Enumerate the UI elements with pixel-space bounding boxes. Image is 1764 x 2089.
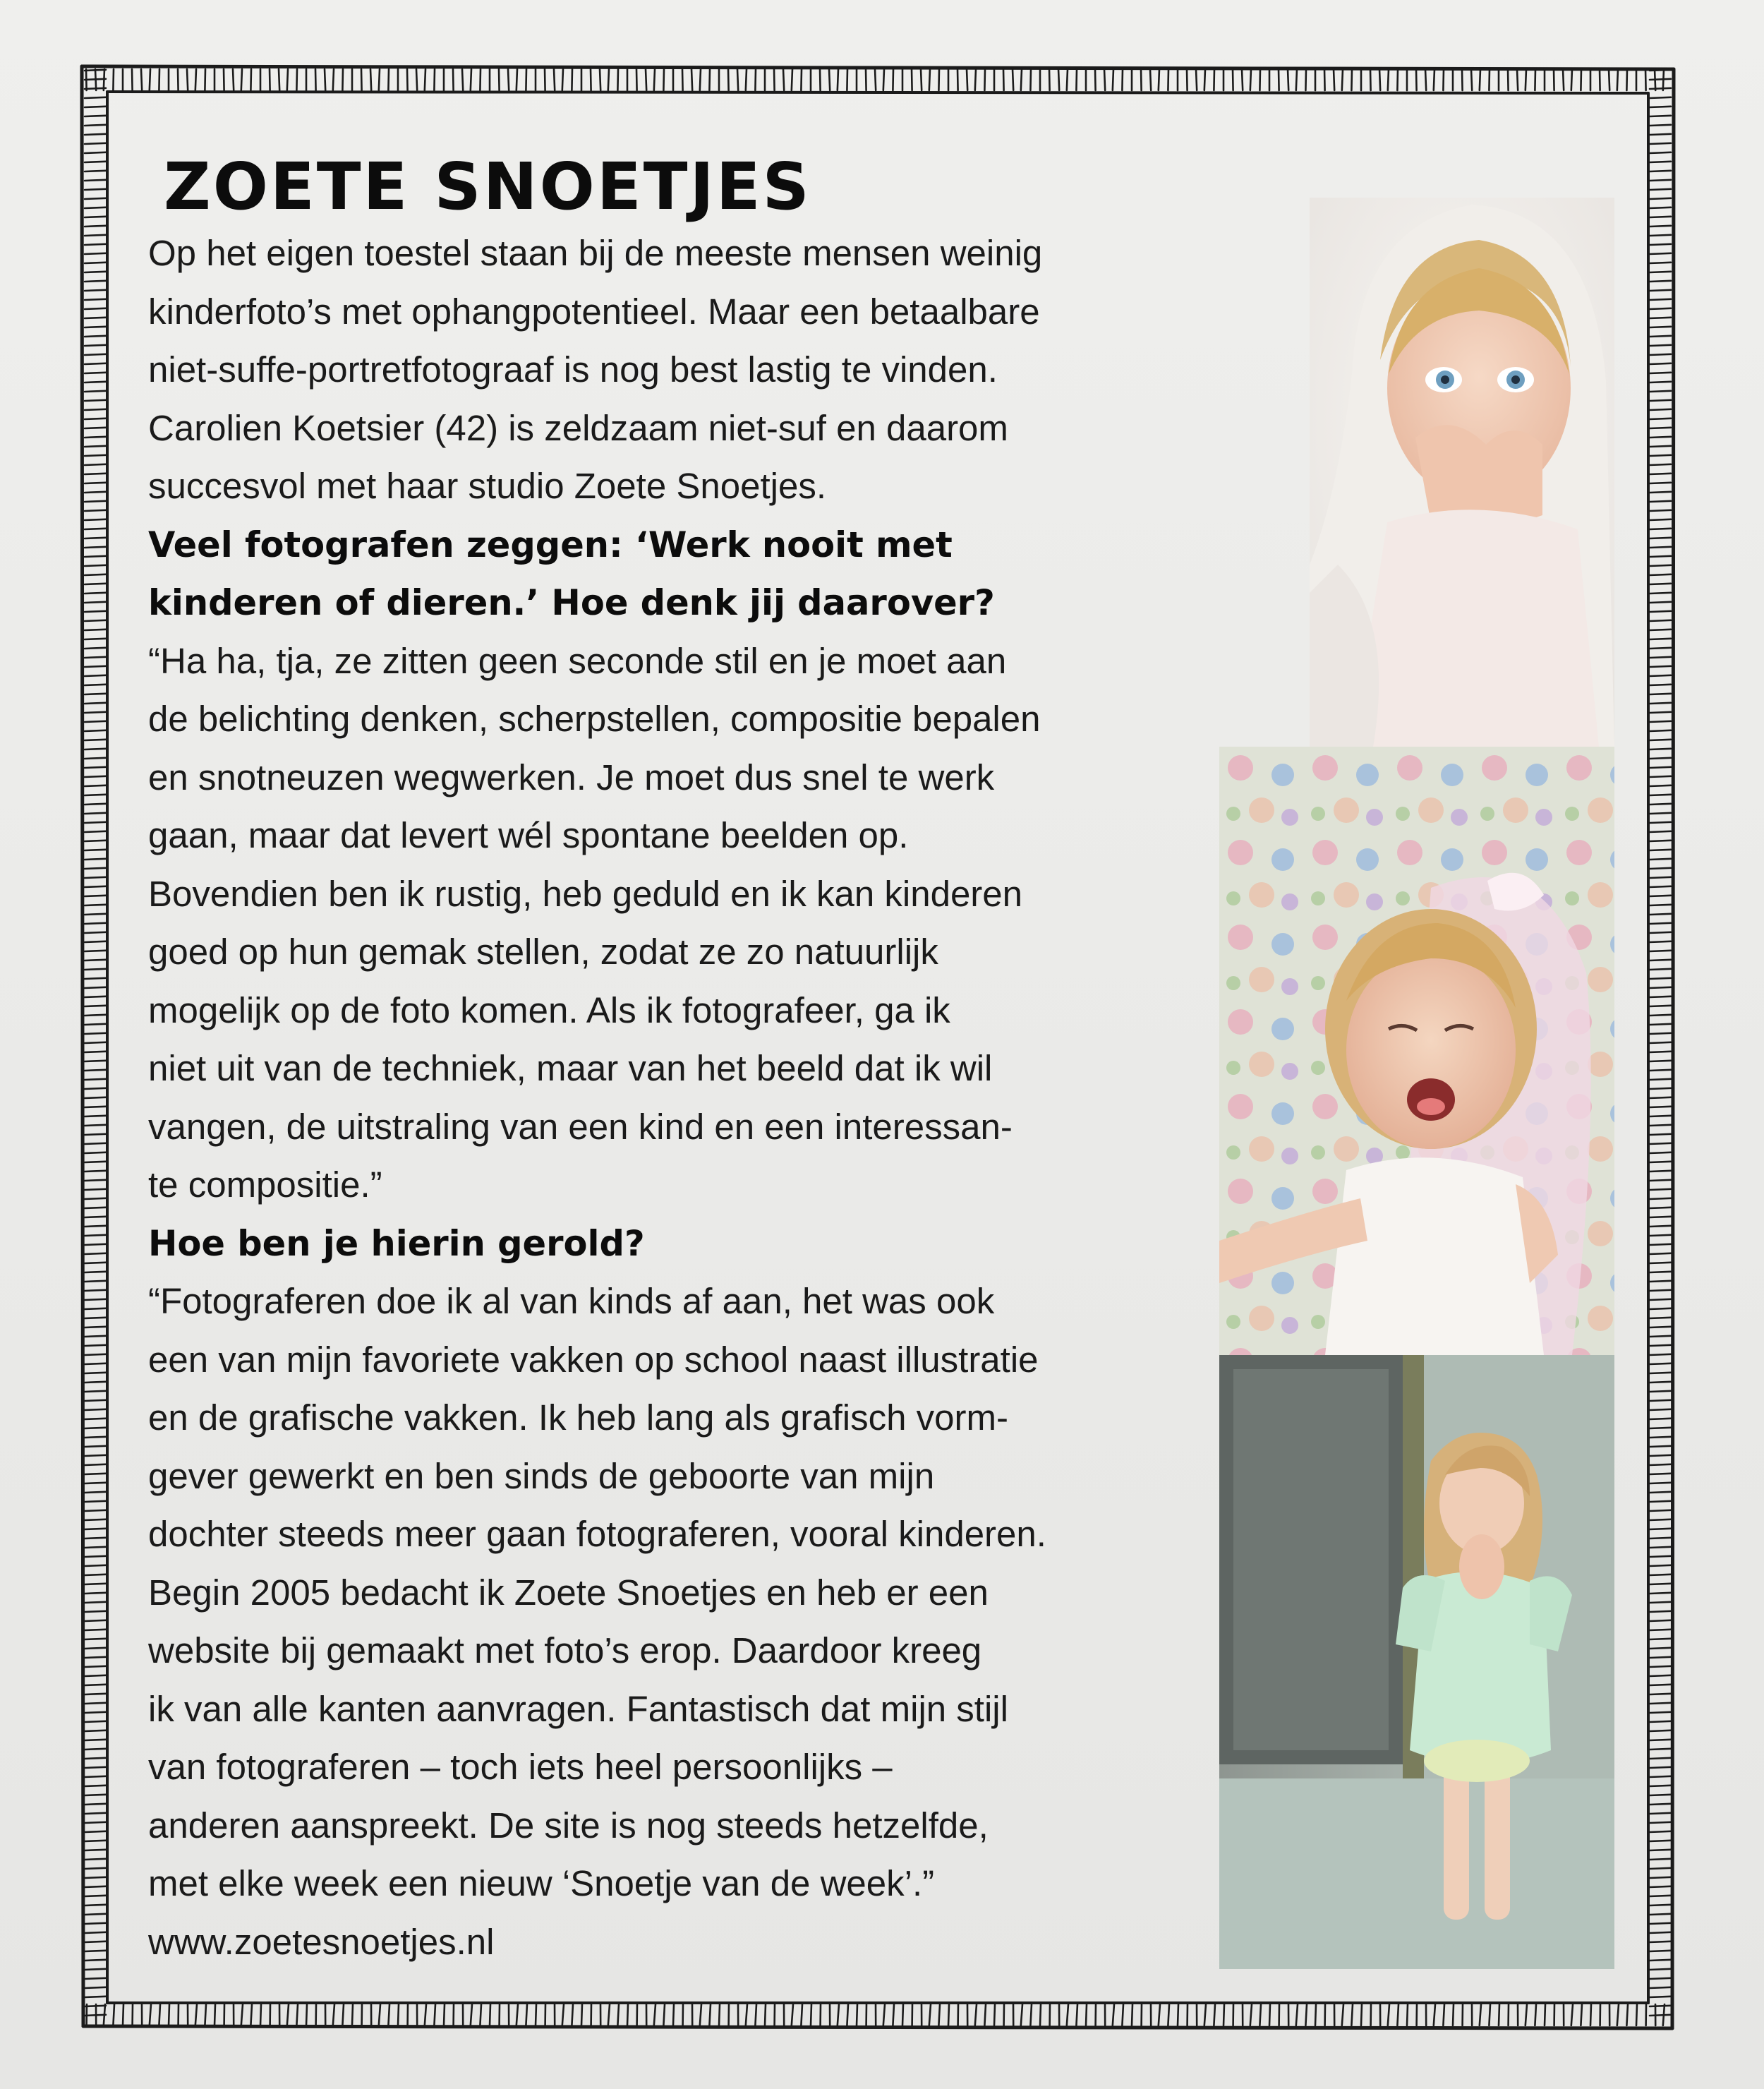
text-line: te compositie.” [148,1164,382,1205]
text-line: Op het eigen toestel staan bij de meeste mensen weinig [148,233,1043,273]
text-line: kinderen of dieren.’ Hoe denk jij daarover? [148,582,995,623]
text-line: mogelijk op de foto komen. Als ik fotografeer, ga ik [148,989,950,1030]
text-line: Begin 2005 bedacht ik Zoete Snoetjes en heb er een [148,1572,989,1613]
photo-girl-crying [1219,747,1614,1355]
text-line: succesvol met haar studio Zoete Snoetjes. [148,466,827,506]
article-body [148,224,1192,1971]
website-link[interactable]: www.zoetesnoetjes.nl [148,1921,495,1962]
text-line: gever gewerkt en ben sinds de geboorte van mijn [148,1455,935,1496]
text-line: van fotograferen – toch iets heel persoonlijks – [148,1747,893,1787]
text-line: ik van alle kanten aanvragen. Fantastisch dat mijn stijl [148,1688,1008,1729]
text-line: anderen aanspreekt. De site is nog steeds hetzelfde, [148,1805,989,1846]
text-line: vangen, de uitstraling van een kind en een interessan- [148,1106,1013,1147]
answer-paragraph [148,1272,1192,1971]
text-line: en de grafische vakken. Ik heb lang als grafisch vorm- [148,1397,1008,1438]
text-line: en snotneuzen wegwerken. Je moet dus snel te werk [148,757,995,797]
text-line: goed op hun gemak stellen, zodat ze zo natuurlijk [148,932,938,972]
text-line: gaan, maar dat levert wél spontane beelden op. [148,815,909,855]
article-title: ZOETE SNOETJES [164,149,811,224]
photo-strip [1219,198,1614,1969]
photo-girl-mint-dress [1219,1355,1614,1969]
text-line: Bovendien ben ik rustig, heb geduld en ik kan kinderen [148,873,1023,914]
text-line: “Ha ha, tja, ze zitten geen seconde stil en je moet aan [148,640,1007,681]
text-line: dochter steeds meer gaan fotograferen, vooral kinderen. [148,1514,1046,1554]
text-line: kinderfoto’s met ophangpotentieel. Maar een betaalbare [148,291,1040,332]
intro-paragraph [148,224,1192,516]
question-heading [148,1215,1192,1273]
text-line: website bij gemaakt met foto’s erop. Daardoor kreeg [148,1630,982,1670]
text-line: een van mijn favoriete vakken op school naast illustratie [148,1339,1039,1380]
answer-paragraph [148,632,1192,1215]
text-line: Carolien Koetsier (42) is zeldzaam niet-suf en daarom [148,407,1008,448]
text-line: niet-suffe-portretfotograaf is nog best lastig te vinden. [148,349,998,390]
text-line: Hoe ben je hierin gerold? [148,1222,645,1264]
text-line: “Fotograferen doe ik al van kinds af aan, het was ook [148,1281,995,1321]
text-line: met elke week een nieuw ‘Snoetje van de week’.” [148,1863,935,1903]
text-line: de belichting denken, scherpstellen, compositie bepalen [148,699,1041,739]
question-heading [148,516,1192,632]
text-line: niet uit van de techniek, maar van het beeld dat ik wil [148,1048,993,1088]
text-line: Veel fotografen zeggen: ‘Werk nooit met [148,524,953,565]
photo-girl-veil [1310,198,1614,747]
